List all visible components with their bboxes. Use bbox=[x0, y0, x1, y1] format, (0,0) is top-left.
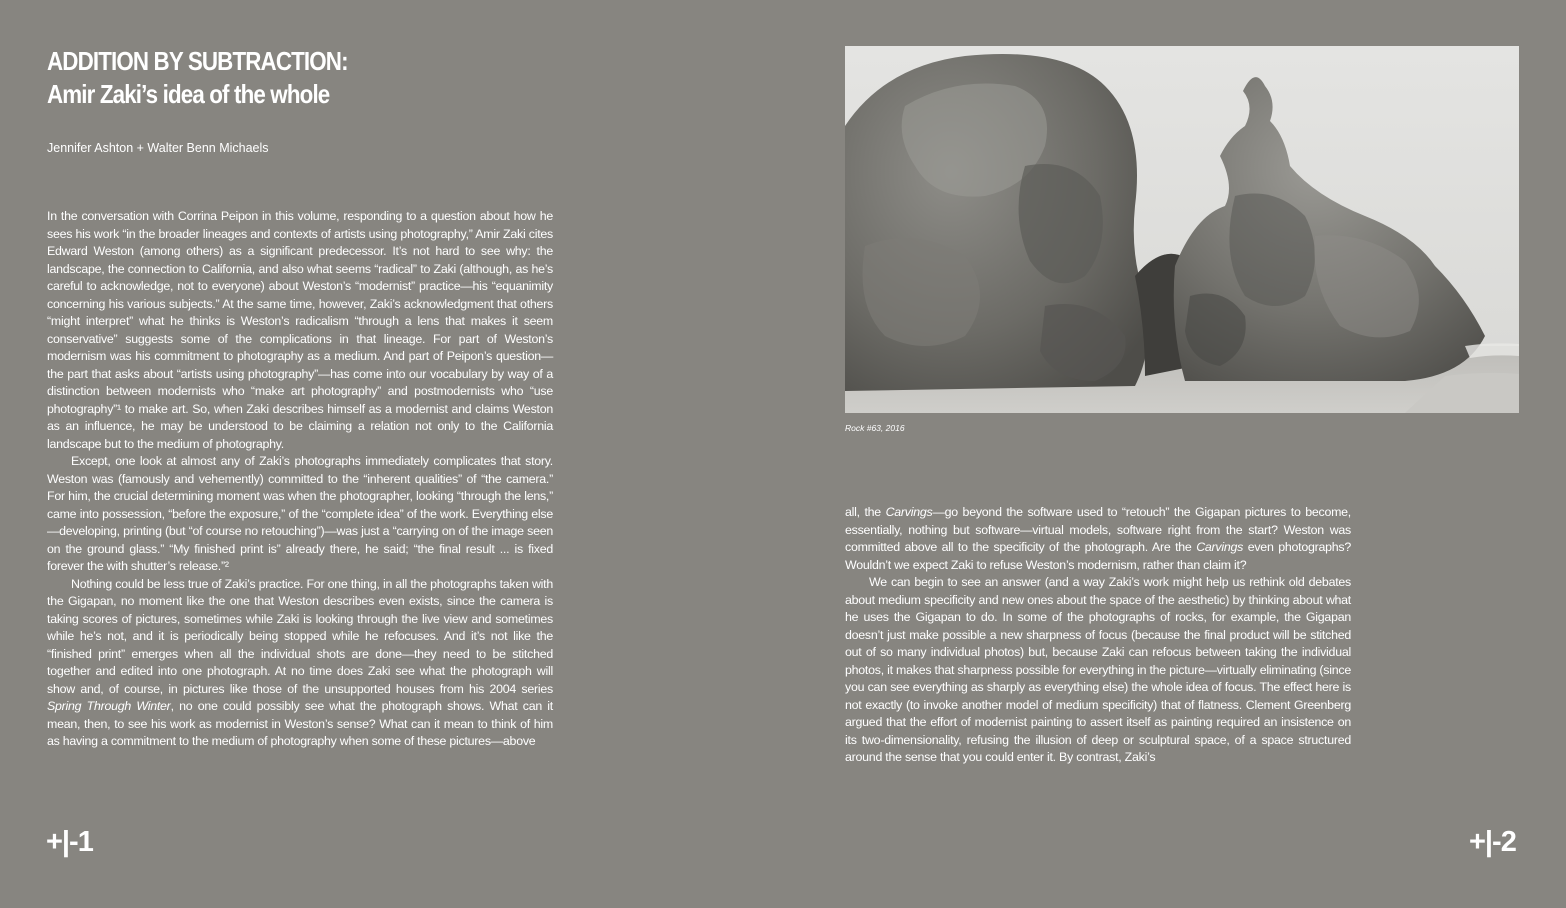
left-text-column bbox=[47, 208, 553, 751]
paragraph: We can begin to see an answer (and a way Zaki’s work might help us rethink old debates about medium specificity and new ones about the space of the aesthetic) by thinking about what he uses the Gigapan to do. In some of the photographs of rocks, for example, the Gigapan doesn’t just make possible a new sharpness of focus (because the final product will be stitched out of so many individual photos) but, because Zaki can refocus between taking the individual photos, it makes that sharpness possible for everything in the picture—virtually eliminating (since you can see everything as sharply as everything else) the whole idea of focus. The effect here is not exactly (to invoke another model of medium specificity) that of flatness. Clement Greenberg argued that the effort of modernist painting to assert itself as painting required an insistence on its two-dimensionality, refusing the illusion of deep or sculptural space, of a space structured around the sense that you could enter it. By contrast, Zaki’s bbox=[845, 575, 1351, 764]
paragraph: Except, one look at almost any of Zaki’s photographs immediately complicates that story. Weston was (famously and vehemently) committed to the “inherent qualities” of “the camera.” For him, the crucial determining moment was when the photographer, looking “through the lens,” came into possession, “before the exposure,” of the “complete idea” of the work. Everything else—developing, printing (but “of course no retouching”)—was just a “carrying on of the image seen on the ground glass.” “My finished print is” already there, he said; “the final result ... is fixed forever the with shutter’s release.”² bbox=[47, 454, 553, 573]
paragraph: all, the Carvings—go beyond the software used to “retouch” the Gigapan pictures to become, essentially, nothing but software—virtual models, software right from the start? Weston was committed above all to the specificity of the photograph. Are the Carvings even photographs? Wouldn’t we expect Zaki to refuse Weston’s modernism, rather than claim it? bbox=[845, 505, 1351, 572]
page-number-right: +|-2 bbox=[1469, 826, 1516, 858]
page-number-left: +|-1 bbox=[46, 826, 93, 858]
rock-photograph bbox=[845, 46, 1519, 413]
paragraph: In the conversation with Corrina Peipon in this volume, responding to a question about how he sees his work “in the broader lineages and contexts of artists using photography,” Amir Zaki cites Edward Weston (among others) as a significant predecessor. It’s not hard to see why: the landscape, the connection to California, and also what seems “radical” to Zaki (although, as he’s careful to acknowledge, not to everyone) about Weston’s “modernist” practice—his “equanimity concerning his various subjects.” At the same time, however, Zaki’s acknowledgment that others “might interpret” what he thinks is Weston’s radicalism “through a lens that makes it seem conservative” suggests some of the complications in that lineage. For part of Weston’s modernism was his commitment to photography as a medium. And part of Peipon’s question—the part that asks about “artists using photography”—has come into our vocabulary by way of a distinction between modernists who “make art photography” and postmodernists who “use photography”¹ to make art. So, when Zaki describes himself as a modernist and claims Weston as an influence, he may be understood to be claiming a relation not only to the California landscape but to the medium of photography. bbox=[47, 209, 553, 451]
article-subtitle: Amir Zaki’s idea of the whole bbox=[47, 79, 330, 109]
article-title: ADDITION BY SUBTRACTION: bbox=[47, 46, 348, 76]
photo-caption: Rock #63, 2016 bbox=[845, 423, 905, 433]
right-text-column bbox=[845, 504, 1351, 767]
author-byline: Jennifer Ashton + Walter Benn Michaels bbox=[47, 141, 269, 155]
rock-photograph-graphic bbox=[845, 46, 1519, 413]
paragraph: Nothing could be less true of Zaki’s practice. For one thing, in all the photographs taken with the Gigapan, no moment like the one that Weston describes even exists, since the camera is taking scores of pictures, sometimes while Zaki is looking through the live view and sometimes while he’s not, and it is periodically being stopped while he refocuses. And it’s not like the “finished print” emerges when all the individual shots are done—they need to be stitched together and edited into one photograph. At no time does Zaki see what the photograph will show and, of course, in pictures like those of the unsupported houses from his 2004 series Spring Through Winter, no one could possibly see what the photograph shows. What can it mean, then, to see his work as modernist in Weston’s sense? What can it mean to think of him as having a commitment to the medium of photography when some of these pictures—above bbox=[47, 576, 553, 748]
